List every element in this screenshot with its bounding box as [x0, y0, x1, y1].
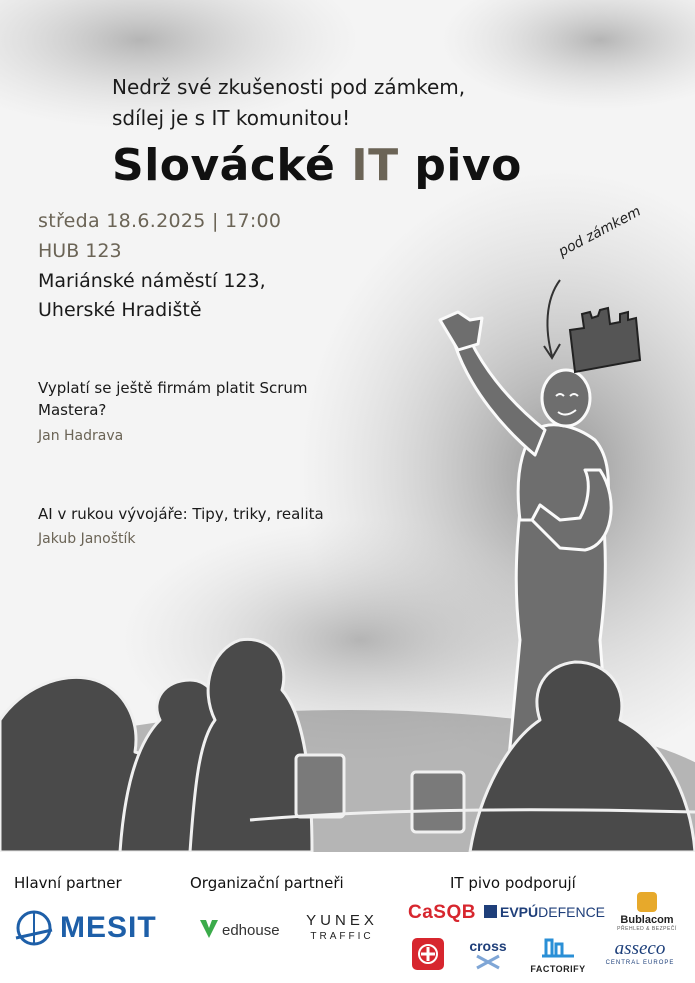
cross-logo-text: cross — [469, 938, 507, 954]
address-line-2: Uherské Hradiště — [38, 299, 202, 321]
evpu-logo-text-a: EVPÚ — [500, 904, 539, 920]
partners-footer — [0, 852, 695, 983]
evpu-logo-text-b: DEFENCE — [538, 904, 606, 920]
bublacom-logo — [616, 892, 678, 932]
address-line-1: Mariánské náměstí 123, — [38, 270, 266, 292]
talk-1-speaker: Jan Hadrava — [38, 428, 124, 444]
yunex-traffic-logo — [302, 912, 382, 946]
main-partner-heading: Hlavní partner — [14, 874, 122, 892]
bublacom-mark-icon — [637, 892, 657, 912]
mesit-logo-text: MESIT — [60, 911, 157, 944]
medical-cross-logo — [412, 938, 444, 970]
talk-1-title-line-1: Vyplatí se ještě firmám platit Scrum — [38, 379, 308, 397]
factorify-logo-text: FACTORIFY — [530, 964, 586, 974]
illustration-note: pod zámkem — [556, 203, 644, 261]
tagline-line-1: Nedrž své zkušenosti pod zámkem, — [112, 75, 466, 99]
talk-2-speaker: Jakub Janoštík — [38, 531, 136, 547]
yunex-logo-line-2: TRAFFIC — [310, 931, 374, 942]
evpu-defence-logo — [484, 904, 605, 922]
bublacom-logo-subtext: PŘEHLED & BEZPEČÍ — [617, 926, 677, 932]
edhouse-mark-icon — [198, 916, 220, 942]
medical-cross-icon — [412, 938, 444, 970]
casqb-logo: CaSQB — [408, 902, 476, 923]
tagline-line-2: sdílej je s IT komunitou! — [112, 106, 351, 130]
org-partners-heading: Organizační partneři — [190, 874, 344, 892]
event-title — [112, 140, 522, 191]
factorify-logo — [530, 936, 586, 974]
title-part-1: Slovácké — [112, 140, 352, 191]
evpu-mark-icon — [484, 905, 497, 918]
mesit-logo — [14, 908, 174, 948]
asseco-logo-text: asseco — [614, 938, 666, 959]
edhouse-logo — [198, 914, 290, 944]
event-date: středa 18.6.2025 | 17:00 — [38, 210, 282, 232]
bublacom-logo-text: Bublacom — [620, 914, 674, 926]
talk-2-title: AI v rukou vývojáře: Tipy, triky, realita — [38, 505, 324, 523]
yunex-logo-line-1: YUNEX — [306, 912, 378, 929]
cross-mark-icon — [473, 954, 503, 970]
talk-1-title — [38, 377, 308, 421]
factorify-mark-icon — [542, 936, 574, 958]
title-accent: IT — [351, 140, 399, 191]
talk-1-title-line-2: Mastera? — [38, 401, 107, 419]
event-venue: HUB 123 — [38, 240, 122, 262]
mesit-mark-icon — [14, 908, 54, 948]
title-part-2: pivo — [398, 140, 522, 191]
edhouse-logo-text: edhouse — [222, 922, 280, 939]
asseco-logo-subtext: CENTRAL EUROPE — [605, 960, 675, 966]
asseco-logo — [600, 938, 680, 970]
cross-logo — [458, 938, 518, 972]
tagline — [112, 72, 465, 134]
supporters-heading: IT pivo podporují — [450, 874, 576, 892]
wash-top-right — [440, 0, 695, 110]
